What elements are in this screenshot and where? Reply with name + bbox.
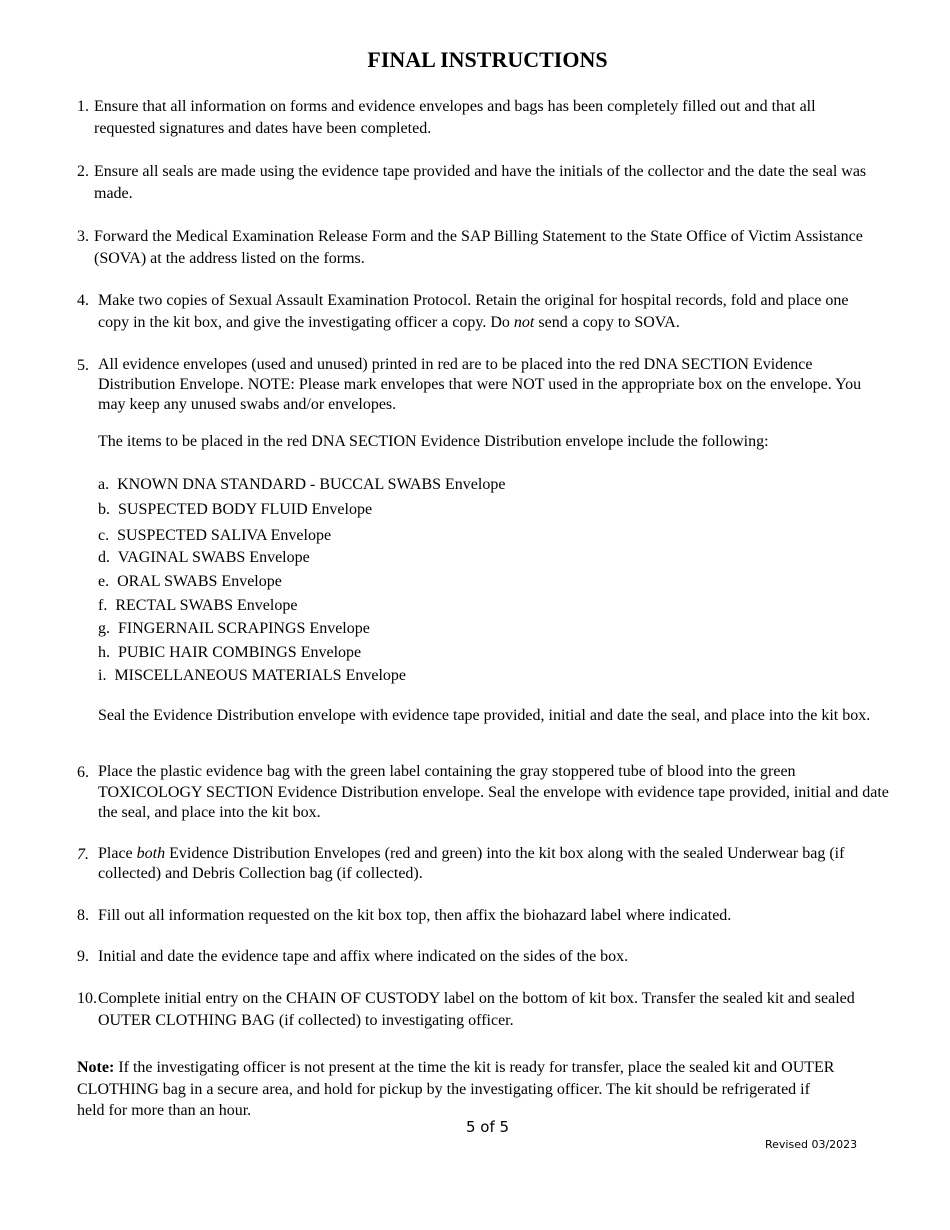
note-text: If the investigating officer is not present at the time the kit is ready for transfer, place the sealed kit and OUTER CLOTHING bag in a secure area, and hold for pickup by the investigating officer. The kit should be refrigerated if held for more than an hour.	[77, 1059, 835, 1119]
list-text: RECTAL SWABS Envelope	[115, 597, 298, 614]
page-number: 5 of 5	[465, 1118, 510, 1136]
item-text-part: Evidence Distribution Envelopes (red and green) into the kit box along with the sealed Underwear bag (if collected) and Debris Collection bag (if collected).	[98, 845, 845, 882]
list-letter: b.	[98, 501, 110, 518]
list-letter: g.	[98, 620, 110, 637]
item-number: 2.	[77, 163, 89, 180]
list-letter: f.	[98, 597, 108, 614]
item-text-part: Make two copies of Sexual Assault Examination Protocol. Retain the original for hospital records, fold and place one copy in the kit box, and give the investigating officer a copy. Do	[98, 292, 849, 331]
list-text: ORAL SWABS Envelope	[117, 573, 282, 590]
list-letter: e.	[98, 573, 110, 590]
instruction-item-5	[77, 355, 889, 415]
list-item-f	[98, 596, 297, 616]
list-item-h	[98, 643, 361, 663]
instruction-item-10	[77, 988, 892, 1031]
instruction-item-1	[77, 96, 877, 139]
item-text: Ensure all seals are made using the evidence tape provided and have the initials of the collector and the date the seal was made.	[94, 163, 867, 202]
list-letter: d.	[98, 549, 110, 566]
list-letter: i.	[98, 667, 107, 684]
list-item-e	[98, 572, 282, 592]
instruction-item-7	[77, 844, 889, 884]
list-text: VAGINAL SWABS Envelope	[117, 549, 310, 566]
list-letter: h.	[98, 644, 110, 661]
item-number: 8.	[77, 907, 89, 924]
list-text: SUSPECTED BODY FLUID Envelope	[118, 501, 373, 518]
item-number: 9.	[77, 948, 89, 965]
list-text: FINGERNAIL SCRAPINGS Envelope	[118, 620, 370, 637]
list-item-g	[98, 619, 370, 639]
item-text	[77, 290, 882, 333]
note-label: Note:	[77, 1059, 115, 1076]
instruction-item-4	[77, 290, 882, 333]
item-text: Initial and date the evidence tape and affix where indicated on the sides of the box.	[98, 948, 629, 965]
note-paragraph	[77, 1057, 837, 1122]
item-text	[77, 844, 889, 884]
item-text: Complete initial entry on the CHAIN OF CUSTODY label on the bottom of kit box. Transfer the sealed kit and sealed OUTER CLOTHING BAG (if collected) to investigating officer.	[98, 990, 855, 1029]
instruction-item-6	[77, 762, 889, 824]
item-text: Fill out all information requested on the kit box top, then affix the biohazard label where indicated.	[98, 907, 732, 924]
list-item-i	[98, 666, 406, 686]
instruction-item-9	[77, 946, 889, 968]
revision-date: Revised 03/2023	[765, 1138, 858, 1151]
list-letter: c.	[98, 527, 110, 544]
list-item-d	[98, 548, 310, 568]
emphasis-text: not	[513, 313, 535, 331]
instruction-item-3	[77, 226, 867, 269]
list-item-b	[98, 500, 372, 520]
item-text-part: Place	[98, 845, 137, 862]
list-item-c	[98, 526, 331, 546]
distribution-closing: Seal the Evidence Distribution envelope with evidence tape provided, initial and date the seal, and place into the kit box.	[98, 707, 871, 724]
item-number: 6.	[77, 764, 89, 781]
item-number: 10.	[77, 990, 97, 1007]
item-number: 4.	[77, 292, 89, 309]
item-text: All evidence envelopes (used and unused) printed in red are to be placed into the red DNA SECTION Evidence Distribution Envelope. NOTE: Please mark envelopes that were NOT used in the appropriate box on the envelope. You may keep any unused swabs and/or envelopes.	[98, 356, 862, 413]
item-number: 3.	[77, 228, 89, 245]
list-text: MISCELLANEOUS MATERIALS Envelope	[114, 667, 406, 684]
item-number: 5.	[77, 357, 89, 374]
list-text: KNOWN DNA STANDARD - BUCCAL SWABS Envelope	[117, 476, 506, 493]
item-text: Forward the Medical Examination Release Form and the SAP Billing Statement to the State Office of Victim Assistance (SOVA) at the address listed on the forms.	[94, 228, 863, 267]
item-text: Ensure that all information on forms and evidence envelopes and bags has been completely filled out and that all requested signatures and dates have been completed.	[94, 98, 816, 137]
item-text: Place the plastic evidence bag with the green label containing the gray stoppered tube of blood into the green TOXICOLOGY SECTION Evidence Distribution envelope. Seal the envelope with evidence tape provided, initial and date the seal, and place into the kit box.	[98, 763, 889, 821]
distribution-intro: The items to be placed in the red DNA SECTION Evidence Distribution envelope include the following:	[98, 433, 769, 450]
instruction-item-8	[77, 905, 889, 927]
item-number: 1.	[77, 98, 89, 115]
item-text-part: send a copy to SOVA.	[534, 313, 680, 331]
list-letter: a.	[98, 476, 110, 493]
list-item-a	[98, 475, 505, 495]
page-title: FINAL INSTRUCTIONS	[367, 47, 608, 72]
list-text: PUBIC HAIR COMBINGS Envelope	[118, 644, 362, 661]
item-number: 7.	[77, 846, 89, 863]
list-text: SUSPECTED SALIVA Envelope	[117, 527, 332, 544]
emphasis-text: both	[136, 845, 166, 862]
instruction-item-2	[77, 161, 877, 204]
